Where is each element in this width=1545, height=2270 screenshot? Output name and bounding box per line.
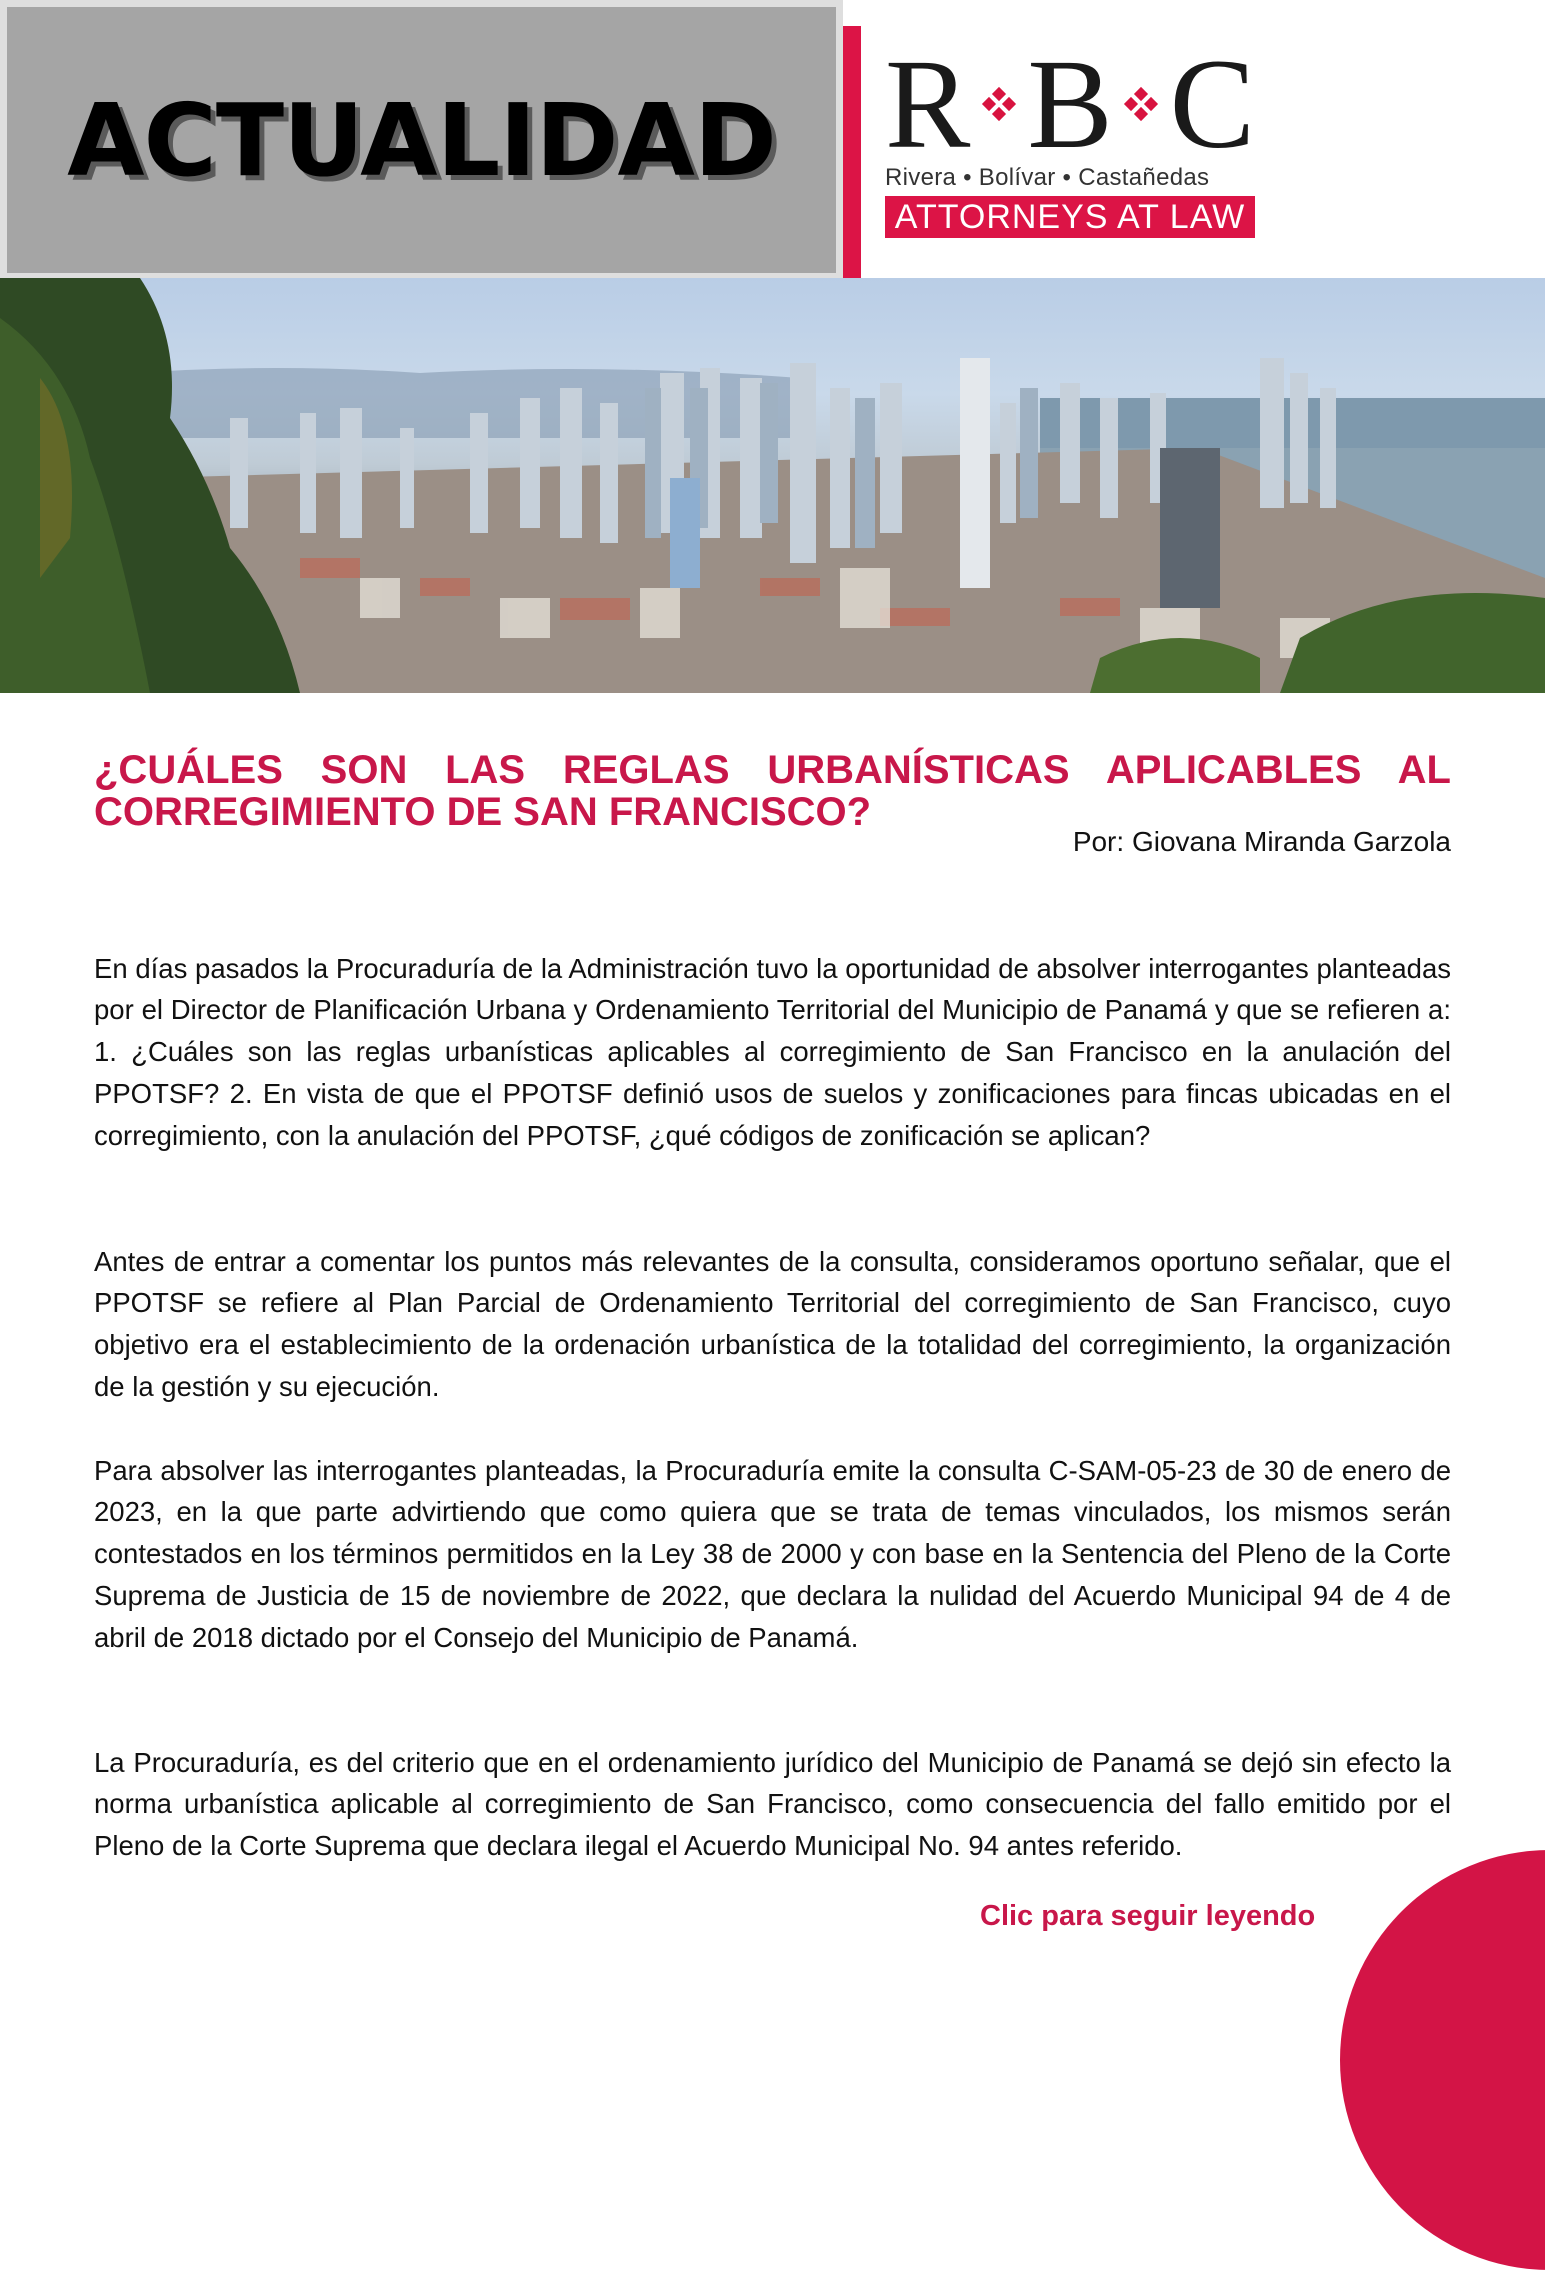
logo-monogram xyxy=(885,33,1255,175)
header-banner xyxy=(0,0,843,280)
article-paragraph: En días pasados la Procuraduría de la Administración tuvo la oportunidad de absolver interrogantes planteadas por el Director de Planificación Urbana y Ordenamiento Territorial del Municipio de Panamá y que se refieren a: 1. ¿Cuáles son las reglas urbanísticas aplicables al corregimiento de San Francisco en la anulación del PPOTSF? 2. En vista de que el PPOTSF definió usos de suelos y zonificaciones para fincas ubicadas en el corregimiento, con la anulación del PPOTSF, ¿qué códigos de zonificación se aplican? xyxy=(94,952,1451,1151)
article-paragraph: Para absolver las interrogantes planteadas, la Procuraduría emite la consulta C-SAM-05-23 de 30 de enero de 2023, en la que parte advirtiendo que como quiera que se trata de temas vinculados, los mismos serán contestados en los términos permitidos en la Ley 38 de 2000 y con base en la Sentencia del Pleno de la Corte Suprema de Justicia de 15 de noviembre de 2022, que declara la nulidad del Acuerdo Municipal 94 de 4 de abril de 2018 dictado por el Consejo del Municipio de Panamá. xyxy=(94,1454,1451,1653)
logo-tagline: ATTORNEYS AT LAW xyxy=(885,196,1255,238)
skyline-illustration xyxy=(0,278,1545,693)
article-byline: Por: Giovana Miranda Garzola xyxy=(1072,826,1451,857)
article-headline: ¿CUÁLES SON LAS REGLAS URBANÍSTICAS APLICABLES AL CORREGIMIENTO DE SAN FRANCISCO? xyxy=(94,747,1451,834)
article-paragraph: Antes de entrar a comentar los puntos más relevantes de la consulta, consideramos oportuno señalar, que el PPOTSF se refiere al Plan Parcial de Ordenamiento Territorial del corregimiento de San Francisco, cuyo objetivo era el establecimiento de la ordenación urbanística de la totalidad del corregimiento, la organización de la gestión y su ejecución. xyxy=(94,1245,1451,1402)
firm-logo xyxy=(885,33,1255,250)
logo-letter-r: R xyxy=(885,33,971,175)
diamond-ornament-icon xyxy=(982,87,1016,121)
diamond-ornament-icon xyxy=(1124,87,1158,121)
article-paragraph: La Procuraduría, es del criterio que en el ordenamiento jurídico del Municipio de Panamá se dejó sin efecto la norma urbanística aplicable al corregimiento de San Francisco, como consecuencia del fallo emitido por el Pleno de la Corte Suprema que declara ilegal el Acuerdo Municipal No. 94 antes referido. xyxy=(94,1746,1451,1862)
logo-letter-b: B xyxy=(1027,33,1113,175)
logo-partner-names: Rivera • Bolívar • Castañedas xyxy=(885,164,1210,191)
header-banner-inner xyxy=(7,7,836,273)
header-title: ACTUALIDAD xyxy=(67,81,776,199)
corner-decoration xyxy=(1340,1850,1545,2270)
continue-reading-link[interactable]: Clic para seguir leyendo xyxy=(980,1900,1316,1932)
hero-skyline-photo xyxy=(0,278,1545,693)
logo-letter-c: C xyxy=(1169,33,1255,175)
